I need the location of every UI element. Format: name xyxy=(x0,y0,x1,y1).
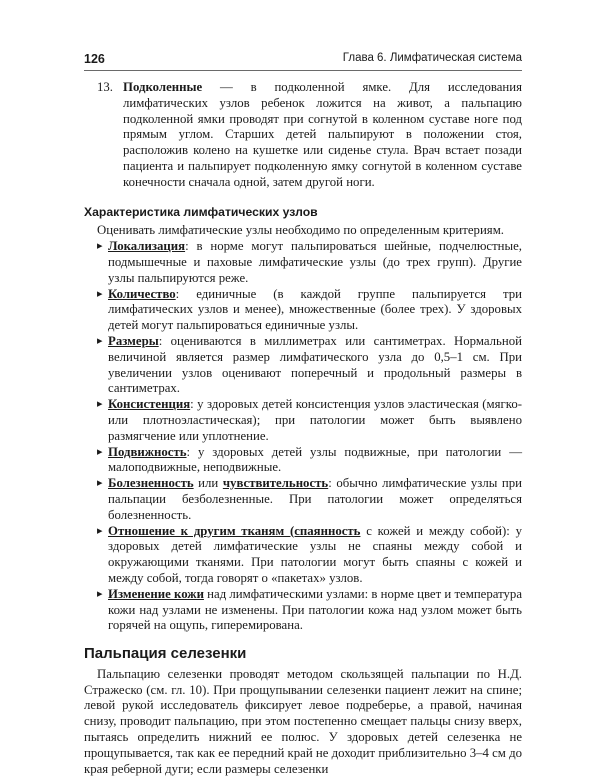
criterion-text: : единичные (в каждой группе пальпируется три лимфатических узлов и менее), множественные (более трех). У здоровых детей могут пальпироваться единичные узлы. xyxy=(108,286,522,333)
numbered-item-13 xyxy=(84,80,522,191)
list-item xyxy=(97,445,522,477)
page-number: 126 xyxy=(84,52,105,66)
list-item xyxy=(97,239,522,286)
item-term: Подколенные xyxy=(123,80,203,94)
arrow-bullet-icon: ▸ xyxy=(97,287,103,300)
criterion-term: Локализация xyxy=(108,239,186,254)
arrow-bullet-icon: ▸ xyxy=(97,445,103,458)
item-number: 13. xyxy=(97,80,113,94)
arrow-bullet-icon: ▸ xyxy=(97,587,103,600)
arrow-bullet-icon: ▸ xyxy=(97,398,103,411)
list-item xyxy=(97,334,522,397)
intro-paragraph: Оценивать лимфатические узлы необходимо по определенным критериям. xyxy=(97,223,504,238)
criterion-text: : у здоровых детей консистенция узлов эластическая (мягко- или плотноэластическая); при патологии может быть выявлено размягчение или уплотнение. xyxy=(108,397,522,443)
criterion-text: с кожей и между собой): у здоровых детей лимфатические узлы не спаяны между собой и окружающими тканями. При патологии могут быть спаяны с кожей и между собой, тогда говорят о «пакетах» узлов. xyxy=(108,523,522,585)
subsection-heading: Характеристика лимфатических узлов xyxy=(84,204,318,219)
criteria-list xyxy=(84,239,522,634)
criterion-text: : у здоровых детей узлы подвижные, при патологии — малоподвижные, неподвижные. xyxy=(108,444,522,475)
criterion-term: Болезненность xyxy=(108,476,194,491)
list-item xyxy=(97,587,522,634)
chapter-title: Глава 6. Лимфатическая система xyxy=(342,52,522,64)
list-item xyxy=(97,287,522,334)
criterion-term-alt: чувствительность xyxy=(222,476,329,491)
criterion-term: Изменение кожи xyxy=(108,586,204,601)
criterion-term: Отношение к другим тканям (спаянность xyxy=(108,523,361,538)
item-text: — в подколенной ямке. Для исследования лимфатических узлов ребенок ложится на живот, а пальпацию подколенной ямки проводят при согнутой в коленном суставе ноге под прямым углом. Старших детей пальпируют в положении стоя, расположив колено на кушетке или сиденье стула. Врач встает позади пациента и пальпирует подколенную ямку согнутой в коленном суставе конечности сначала одной, затем другой ноги. xyxy=(123,80,522,189)
list-item xyxy=(97,524,522,587)
criterion-term: Размеры xyxy=(108,333,159,348)
section-heading: Пальпация селезенки xyxy=(84,645,247,663)
arrow-bullet-icon: ▸ xyxy=(97,334,103,347)
list-item xyxy=(97,397,522,444)
spleen-paragraph: Пальпацию селезенки проводят методом скользящей пальпации по Н.Д. Стражеско (см. гл. 10). При прощупывании селезенки пациент лежит на спине; левой рукой исследователь фиксирует левое подреберье, а правой, начиная снизу, проводит пальпацию, при этом постепенно смещает пальцы снизу вверх, пытаясь определить нижний ее полюс. У здоровых детей селезенка не прощупывается, так как ее передний край не доходит приблизительно 3–4 см до края реберной дуги; если размеры селезенки xyxy=(84,666,522,776)
page-body xyxy=(84,80,522,777)
arrow-bullet-icon: ▸ xyxy=(97,240,103,253)
criterion-term: Количество xyxy=(108,286,176,301)
list-item xyxy=(97,476,522,523)
criterion-text: : обычно лимфатические узлы при пальпации безболезненные. При патологии может определяться болезненность. xyxy=(108,476,522,522)
arrow-bullet-icon: ▸ xyxy=(97,477,103,490)
criterion-text: : оцениваются в миллиметрах или сантиметрах. Нормальной величиной является размер лимфатического узла до 0,5–1 см. При увеличении узлов оценивают поперечный и продольный размеры в сантиметрах. xyxy=(108,333,522,396)
arrow-bullet-icon: ▸ xyxy=(97,524,103,537)
running-header xyxy=(84,50,522,71)
criterion-term: Консистенция xyxy=(108,397,191,412)
criterion-connector: или xyxy=(193,476,223,491)
criterion-text: : в норме могут пальпироваться шейные, подчелюстные, подмышечные и паховые лимфатические узлы (до трех групп). Другие узлы пальпируются реже. xyxy=(108,239,522,285)
criterion-text: над лимфатическими узлами: в норме цвет и температура кожи над узлами не изменены. При патологии кожа над узлом может быть горячей на ощупь, гиперемирована. xyxy=(108,586,522,633)
criterion-term: Подвижность xyxy=(108,444,187,459)
item-paragraph xyxy=(123,80,522,191)
